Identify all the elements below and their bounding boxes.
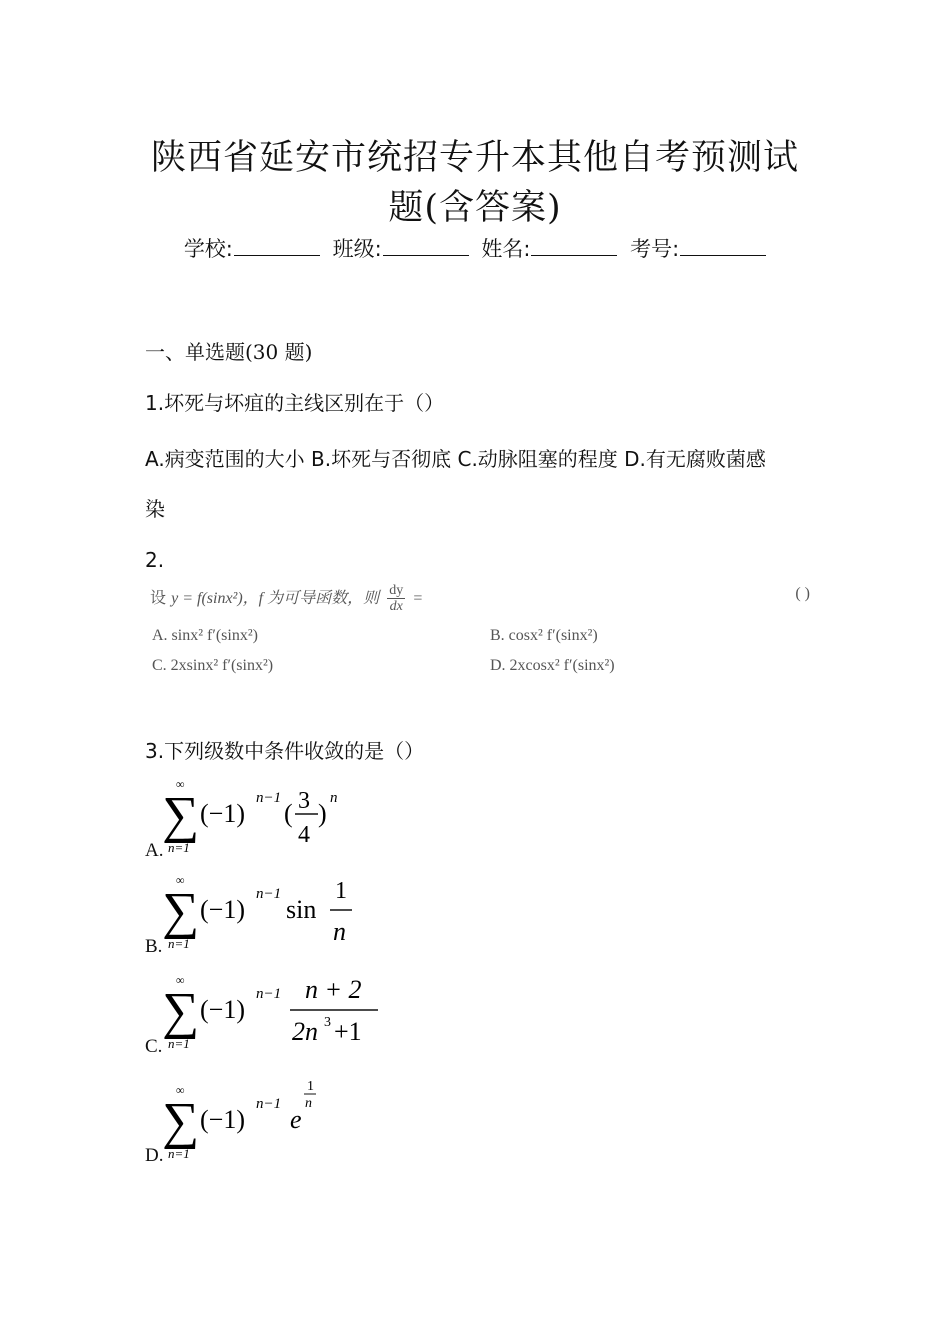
sine-function: sin bbox=[286, 895, 317, 924]
question-2-answer-paren: ( ) bbox=[795, 585, 810, 602]
power-exponent: n bbox=[330, 790, 338, 806]
question-3-option-d-label: D. bbox=[145, 1145, 164, 1166]
exam-number-label: 考号: bbox=[630, 237, 680, 261]
question-1-options-line2: 染 bbox=[145, 497, 165, 521]
question-2-stem bbox=[150, 583, 810, 614]
page-title-line2: 题(含答案) bbox=[388, 188, 562, 228]
alternating-sign: (−1) bbox=[200, 1105, 245, 1134]
exam-number-field[interactable] bbox=[630, 233, 766, 263]
class-label: 班级: bbox=[332, 237, 382, 261]
question-3-option-a-label: A. bbox=[145, 840, 164, 861]
section-heading: 一、单选题(30 题) bbox=[145, 340, 313, 364]
fraction-numerator: 1 bbox=[335, 878, 347, 904]
sigma-symbol: ∑ bbox=[162, 787, 200, 844]
sum-upper-limit: ∞ bbox=[176, 1083, 185, 1097]
name-blank bbox=[531, 239, 617, 256]
fraction-denominator: n bbox=[333, 917, 346, 946]
sum-upper-limit: ∞ bbox=[176, 873, 185, 887]
derivative-numerator: dy bbox=[389, 583, 404, 598]
derivative-denominator: dx bbox=[389, 599, 403, 614]
question-3-option-b-label: B. bbox=[145, 936, 163, 957]
question-3-stem: 3.下列级数中条件收敛的是（） bbox=[145, 739, 425, 763]
question-3-option-c-formula bbox=[160, 968, 400, 1058]
sum-lower-limit: n=1 bbox=[168, 1146, 190, 1161]
sum-lower-limit: n=1 bbox=[168, 1036, 190, 1051]
question-3-option-a-formula bbox=[160, 772, 360, 862]
sum-lower-limit: n=1 bbox=[168, 936, 190, 951]
sum-upper-limit: ∞ bbox=[176, 973, 185, 987]
denominator-base: 2n bbox=[292, 1017, 318, 1046]
sum-upper-limit: ∞ bbox=[176, 777, 185, 791]
open-paren: ( bbox=[284, 799, 293, 828]
fraction-numerator: n + 2 bbox=[305, 975, 362, 1004]
sign-exponent: n−1 bbox=[256, 1096, 282, 1112]
school-field[interactable] bbox=[184, 233, 320, 263]
school-blank bbox=[234, 239, 320, 256]
fraction-denominator: 4 bbox=[298, 822, 310, 848]
question-2-option-b: B. cosx² f′(sinx²) bbox=[490, 627, 598, 644]
name-label: 姓名: bbox=[481, 237, 531, 261]
exam-number-blank bbox=[680, 239, 766, 256]
question-1-options bbox=[145, 434, 815, 534]
fraction-numerator: 3 bbox=[298, 788, 310, 814]
alternating-sign: (−1) bbox=[200, 895, 245, 924]
question-2-equals: = bbox=[413, 590, 423, 607]
sign-exponent: n−1 bbox=[256, 986, 282, 1002]
question-3-option-d-formula bbox=[160, 1072, 360, 1167]
question-3-option-c-label: C. bbox=[145, 1036, 163, 1057]
denominator-tail: +1 bbox=[334, 1017, 362, 1046]
page-title: 陕西省延安市统招专升本其他自考预测试 bbox=[150, 138, 799, 178]
exponent-denominator: n bbox=[305, 1096, 312, 1111]
sigma-symbol: ∑ bbox=[162, 883, 200, 940]
alternating-sign: (−1) bbox=[200, 799, 245, 828]
student-info-fields bbox=[0, 233, 950, 263]
denominator-power: 3 bbox=[324, 1015, 331, 1030]
class-blank bbox=[383, 239, 469, 256]
question-2-option-a: A. sinx² f′(sinx²) bbox=[152, 627, 258, 644]
sign-exponent: n−1 bbox=[256, 790, 282, 806]
question-2-prefix: 设 bbox=[150, 588, 167, 607]
sign-exponent: n−1 bbox=[256, 886, 282, 902]
question-1-stem: 1.坏死与坏疽的主线区别在于（） bbox=[145, 391, 445, 415]
close-paren: ) bbox=[318, 799, 327, 828]
question-2-number: 2. bbox=[145, 548, 165, 572]
class-field[interactable] bbox=[333, 233, 469, 263]
sum-lower-limit: n=1 bbox=[168, 840, 190, 855]
school-label: 学校: bbox=[183, 237, 233, 261]
sigma-symbol: ∑ bbox=[162, 1093, 200, 1150]
question-2-stem-text: y = f(sinx²)，f 为可导函数，则 bbox=[171, 590, 380, 607]
sigma-symbol: ∑ bbox=[162, 983, 200, 1040]
question-2-option-d: D. 2xcosx² f′(sinx²) bbox=[490, 657, 615, 674]
question-1-options-line1: A.病变范围的大小 B.坏死与否彻底 C.动脉阻塞的程度 D.有无腐败菌感 bbox=[145, 447, 766, 471]
alternating-sign: (−1) bbox=[200, 995, 245, 1024]
exponent-numerator: 1 bbox=[307, 1079, 314, 1094]
question-2-option-c: C. 2xsinx² f′(sinx²) bbox=[152, 657, 274, 674]
name-field[interactable] bbox=[481, 233, 617, 263]
question-2-derivative bbox=[387, 583, 405, 614]
question-3-option-b-formula bbox=[160, 868, 380, 958]
exponential-base: e bbox=[290, 1105, 302, 1134]
